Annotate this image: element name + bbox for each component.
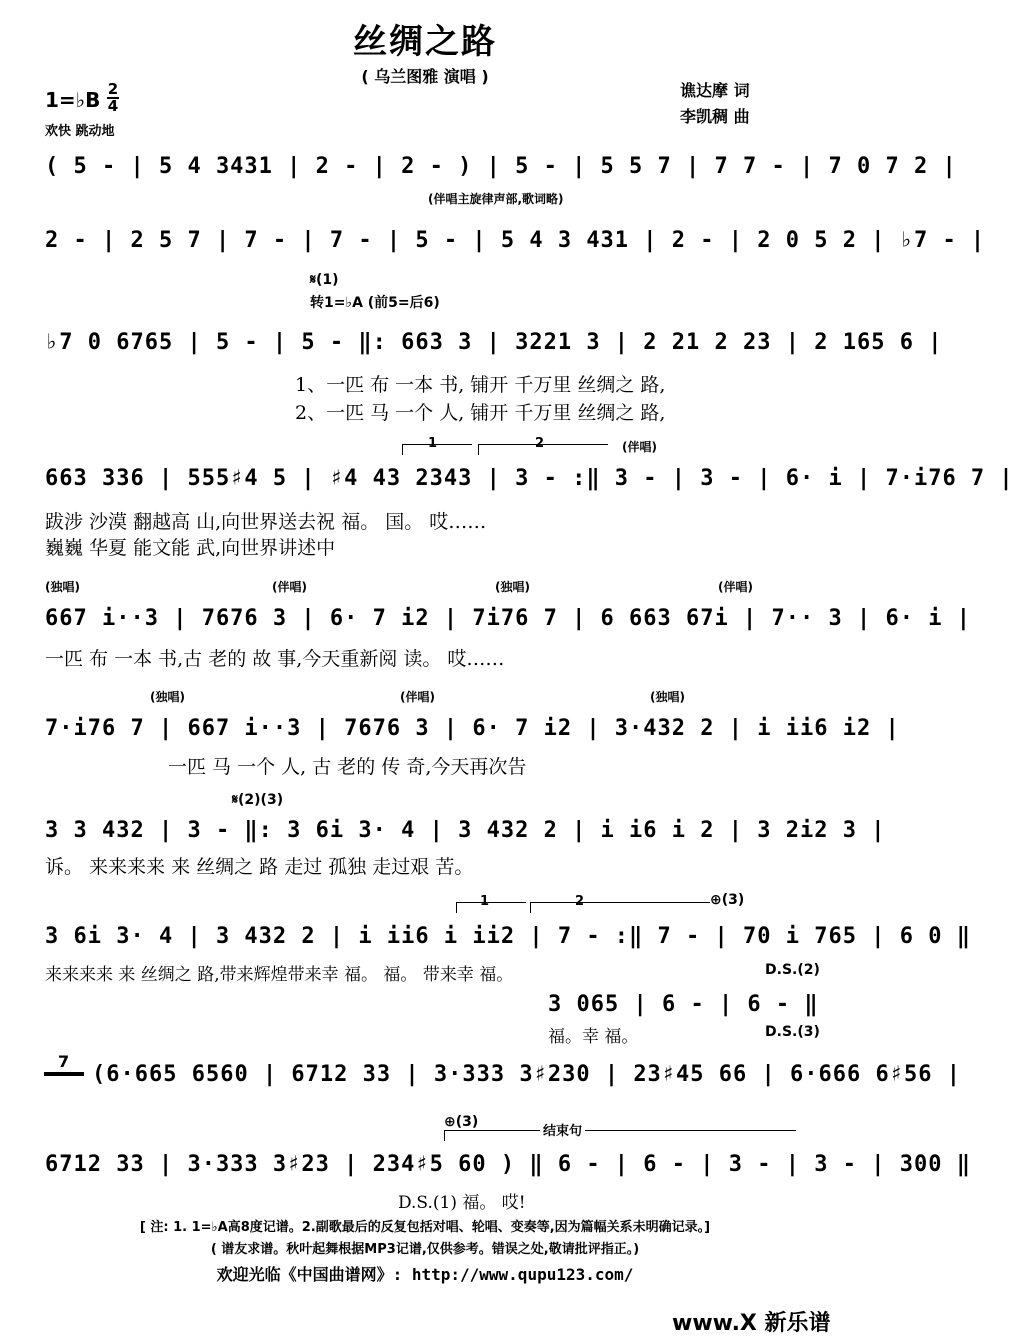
bansing-mark-1: (伴唱) <box>622 440 657 454</box>
volta-1-label: 1 <box>428 436 438 451</box>
solo-mark-2: (独唱) <box>495 580 530 594</box>
lyric-3a: 1、一匹 布 一本 书, 铺开 千万里 丝绸之 路, <box>295 374 666 396</box>
lyric-8: 来来来来 来 丝绸之 路,带来辉煌带来幸 福。 福。 带来幸 福。 <box>45 965 514 985</box>
lyricist: 谯达摩 词 <box>680 81 750 100</box>
lyric-3b: 2、一匹 马 一个 人, 铺开 千万里 丝绸之 路, <box>295 402 666 424</box>
lyric-11: D.S.(1) 福。 哎! <box>398 1193 526 1213</box>
key-signature: 1=♭B <box>45 88 101 112</box>
volta-1-label-b: 1 <box>480 894 490 909</box>
watermark-logo: www.X 新乐谱 <box>672 1311 831 1336</box>
lyric-9: 福。幸 福。 <box>548 1027 639 1047</box>
lyric-6: 一匹 马 一个 人, 古 老的 传 奇,今天再次告 <box>168 756 527 778</box>
bansing-mark-3: (伴唱) <box>718 580 753 594</box>
time-top: 2 <box>107 80 119 98</box>
lyric-5: 一匹 布 一本 书,古 老的 故 事,今天重新阅 读。 哎…… <box>45 648 505 670</box>
volta-2-label: 2 <box>535 436 545 451</box>
score-line-6: 7·i76 7 | 667 i··3 | 7676 3 | 6· 7 i2 | 3·432 2 | i ii6 i2 | <box>45 716 900 741</box>
lyric-7: 诉。 来来来来 来 丝绸之 路 走过 孤独 走过艰 苦。 <box>45 856 474 878</box>
volta-2-bracket-b <box>530 902 710 903</box>
solo-mark-3: (独唱) <box>150 690 185 704</box>
lyric-4a: 跋涉 沙漠 翻越高 山,向世界送去祝 福。 国。 哎…… <box>45 511 487 533</box>
bansing-mark-4: (伴唱) <box>400 690 435 704</box>
time-signature <box>107 82 119 114</box>
solo-mark-4: (独唱) <box>650 690 685 704</box>
score-line-7: 3 3 432 | 3 - ‖: 3 6i 3· 4 | 3 432 2 | i i6 i 2 | 3 2i2 3 | <box>45 818 886 843</box>
bansing-mark-2: (伴唱) <box>272 580 307 594</box>
accompany-note: (伴唱主旋律声部,歌词略) <box>428 192 564 206</box>
multi-rest-count: 7 <box>58 1052 70 1071</box>
segno-23: 𝄋(2)(3) <box>232 792 284 808</box>
welcome-link[interactable]: 欢迎光临《中国曲谱网》: http://www.qupu123.com/ <box>216 1265 634 1284</box>
multi-rest-bar <box>44 1072 84 1076</box>
score-line-2: 2 - | 2 5 7 | 7 - | 7 - | 5 - | 5 4 3 431 | 2 - | 2 0 5 2 | ♭7 - | <box>45 228 986 253</box>
score-line-11: 6712 33 | 3·333 3♯23 | 234♯5 60 ) ‖ 6 - | 6 - | 3 - | 3 - | 300 ‖ <box>45 1152 971 1177</box>
coda-mark-1: ⊕(3) <box>710 892 745 908</box>
tempo: 欢快 跳动地 <box>45 124 115 139</box>
volta-1-bracket-b <box>456 902 526 903</box>
modulation: 转1=♭A (前5=后6) <box>310 295 440 311</box>
ending-label: 结束句 <box>540 1120 585 1139</box>
score-line-1: ( 5 - | 5 4 3431 | 2 - | 2 - ) | 5 - | 5 5 7 | 7 7 - | 7 0 7 2 | <box>45 154 957 179</box>
score-line-3: ♭7 0 6765 | 5 - | 5 - ‖: 663 3 | 3221 3 | 2 21 2 23 | 2 165 6 | <box>45 330 943 355</box>
performer: ( 乌兰图雅 演唱 ) <box>361 67 489 86</box>
solo-mark-1: (独唱) <box>45 580 80 594</box>
footer-note-1: [ 注: 1. 1=♭A高8度记谱。2.副歌最后的反复包括对唱、轮唱、变奏等,因为篇幅关系未明确记录。] <box>139 1220 711 1235</box>
coda-mark-2: ⊕(3) <box>444 1114 479 1130</box>
footer-note-2: ( 谱友求谱。秋叶起舞根据MP3记谱,仅供参考。错误之处,敬请批评指正。) <box>210 1242 640 1257</box>
ds-2: D.S.(2) <box>765 962 820 978</box>
ds-3: D.S.(3) <box>765 1024 820 1040</box>
segno-1: 𝄋(1) <box>310 272 339 288</box>
lyric-4b: 巍巍 华夏 能文能 武,向世界讲述中 <box>45 537 336 559</box>
score-line-5: 667 i··3 | 7676 3 | 6· 7 i2 | 7i76 7 | 6 663 67i | 7·· 3 | 6· i | <box>45 606 971 631</box>
score-line-4: 663 336 | 555♯4 5 | ♯4 43 2343 | 3 - :‖ 3 - | 3 - | 6· i | 7·i76 7 | <box>45 466 1014 491</box>
time-bottom: 4 <box>107 97 119 115</box>
ending-bracket <box>444 1130 796 1131</box>
volta-2-label-b: 2 <box>575 894 585 909</box>
score-line-10: (6·665 6560 | 6712 33 | 3·333 3♯230 | 23♯45 66 | 6·666 6♯56 | <box>92 1062 961 1087</box>
score-line-9: 3 065 | 6 - | 6 - ‖ <box>548 992 819 1017</box>
composer: 李凯稠 曲 <box>680 107 750 126</box>
page-title: 丝绸之路 <box>353 22 497 62</box>
score-line-8: 3 6i 3· 4 | 3 432 2 | i ii6 i ii2 | 7 - :‖ 7 - | 70 i 765 | 6 0 ‖ <box>45 924 971 949</box>
